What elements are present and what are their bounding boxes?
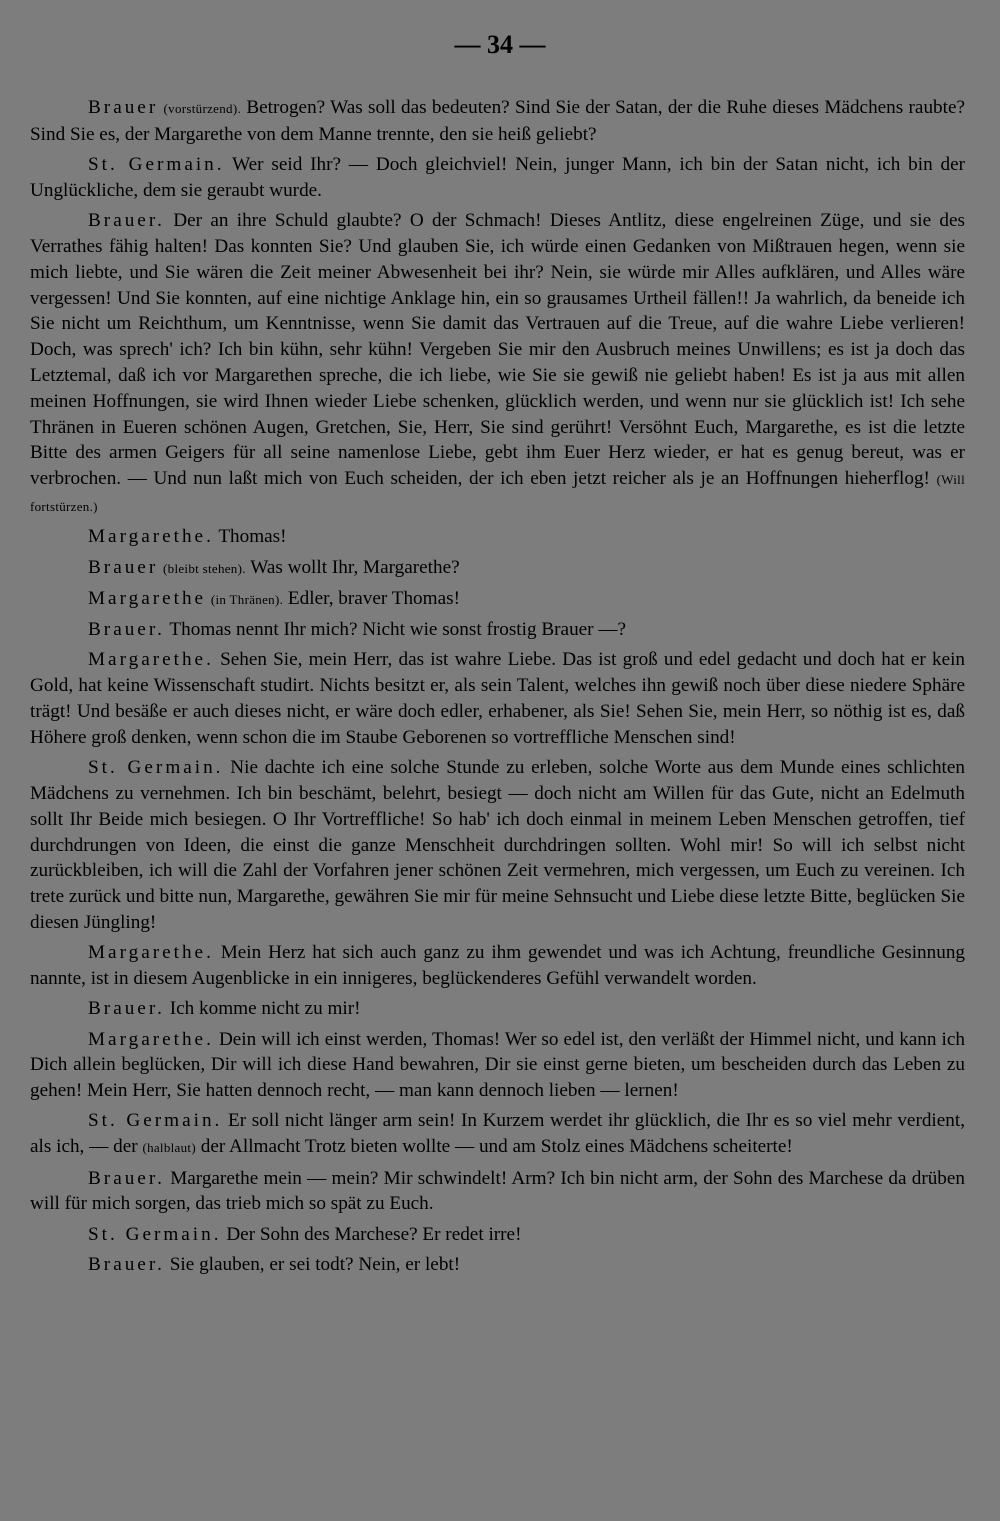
dialogue-paragraph <box>30 755 965 936</box>
dialogue-paragraph <box>30 152 965 204</box>
dialogue-text-continued: der Allmacht Trotz bieten wollte — und am Stolz eines Mädchens scheiterte! <box>200 1136 793 1158</box>
page-number: — 34 — <box>454 30 546 59</box>
speaker-name: St. Germain. <box>88 757 224 779</box>
dialogue-text: Was wollt Ihr, Margarethe? <box>250 556 460 578</box>
speaker-name: Brauer. <box>88 998 165 1020</box>
dialogue-paragraph <box>30 555 965 582</box>
dialogue-paragraph <box>30 617 965 643</box>
dialogue-paragraph <box>30 524 965 550</box>
dialogue-paragraph <box>30 1252 965 1278</box>
stage-direction: (Will fortstürzen.) <box>30 472 965 514</box>
stage-direction: (vorstürzend). <box>163 101 242 116</box>
dialogue-paragraph <box>30 996 965 1022</box>
dialogue-paragraph <box>30 95 965 148</box>
dialogue-paragraph <box>30 586 965 613</box>
dialogue-text: Dein will ich einst werden, Thomas! Wer so edel ist, den verläßt der Himmel nicht, und kann ich Dich allein beglücken, Dir will ich diese Hand bewahren, Dir sie einst gerne bieten, um bescheiden durch das Leben zu gehen! Mein Herr, Sie hatten dennoch recht, — man kann dennoch lieben — lernen! <box>30 1028 965 1102</box>
dialogue-paragraph <box>30 1027 965 1104</box>
dialogue-paragraph <box>30 1222 965 1248</box>
dialogue-paragraph <box>30 208 965 520</box>
dialogue-text: Thomas nennt Ihr mich? Nicht wie sonst frostig Brauer —? <box>169 619 627 641</box>
dialogue-text: Sie glauben, er sei todt? Nein, er lebt! <box>169 1253 461 1275</box>
speaker-name: Margarethe. <box>88 942 214 964</box>
speaker-name: Margarethe <box>88 587 207 609</box>
speaker-name: Brauer <box>88 556 159 578</box>
stage-direction: (in Thränen). <box>210 591 284 607</box>
speaker-name: St. Germain. <box>88 1223 222 1245</box>
dialogue-text: Margarethe mein — mein? Mir schwindelt! Arm? Ich bin nicht arm, der Sohn des Marchese da drüben will für mich sorgen, das trieb mich so spät zu Euch. <box>30 1167 966 1215</box>
speaker-name: Margarethe. <box>88 526 214 548</box>
dialogue-text: Der Sohn des Marchese? Er redet irre! <box>226 1223 522 1245</box>
dialogue-paragraph <box>30 940 965 992</box>
stage-direction: (halblaut) <box>142 1140 196 1156</box>
speaker-name: Brauer <box>88 97 159 118</box>
dialogue-text: Mein Herz hat sich auch ganz zu ihm gewendet und was ich Achtung, freundliche Gesinnung nannte, ist in diesem Augenblicke in ein innigeres, beglückenderes Gefühl verwandelt worden. <box>30 942 966 989</box>
dialogue-paragraph <box>30 1108 965 1161</box>
speaker-name: Brauer. <box>88 210 165 232</box>
dialogue-text: Der an ihre Schuld glaubte? O der Schmach! Dieses Antlitz, diese engelreinen Züge, und sie des Verrathes fähig halten! Das konnten Sie? Und glauben Sie, ich würde einen Gedanken von Mißtrauen hegen, wenn sie mich liebte, und Sie wären die Zeit meiner Abwesenheit bei ihr? Nein, sie würde mir Alles aufklären, und Alles wäre vergessen! Und Sie konnten, auf eine nichtige Anklage hin, ein so grausames Urtheil fällen!! Ja wahrlich, da beneide ich Sie nicht um Reichthum, um Kenntnisse, wenn Sie damit das Vertrauen auf die Treue, auf die wahre Liebe verlieren! Doch, was sprech' ich? Ich bin kühn, sehr kühn! Vergeben Sie mir den Ausbruch meines Unwillens; es ist ja doch das Letztemal, daß ich vor Margarethen spreche, die ich liebe, wie Sie sie gewiß nie geliebt haben! Es ist ja aus mit allen meinen Hoffnungen, sie wird Ihnen wieder Liebe schenken, glücklich werden, und wenn nur sie glücklich ist! Ich sehe Thränen in Eueren schönen Augen, Gretchen, Sie, Herr, Sie sind gerührt! Versöhnt Euch, Margarethe, es ist die letzte Bitte des armen Geigers für all seine namenlose Liebe, gebt ihm Euer Herz wieder, er hat es genug bereut, was er verbrochen. — Und nun laßt mich von Euch scheiden, der ich eben jetzt reicher als je an Hoffnungen hieherflog! <box>30 210 965 490</box>
dialogue-text: Betrogen? Was soll das bedeuten? Sind Sie der Satan, der die Ruhe dieses Mädchens raubte? Sind Sie es, der Margarethe von dem Manne trennte, den sie heiß geliebt? <box>30 97 966 145</box>
speaker-name: St. Germain. <box>88 1110 223 1132</box>
dialogue-text: Edler, braver Thomas! <box>287 587 460 609</box>
dialogue-paragraph <box>30 647 965 750</box>
speaker-name: Margarethe. <box>88 649 214 671</box>
dialogue-text: Sehen Sie, mein Herr, das ist wahre Liebe. Das ist groß und edel gedacht und doch hat er kein Gold, hat keine Wissenschaft studirt. Nichts besitzt er, als sein Talent, welches ihn gewiß noch über diese niedere Sphäre trägt! Und besäße er auch dieses nicht, er wäre doch edler, erhabener, als Sie! Sehen Sie, mein Herr, so nöthig ist es, daß Höhere groß denken, wenn schon die im Staube Geborenen so vortreffliche Menschen sind! <box>30 649 966 748</box>
speaker-name: Brauer. <box>88 1167 165 1189</box>
stage-direction: (bleibt stehen). <box>163 560 246 576</box>
speaker-name: Brauer. <box>88 619 165 641</box>
dialogue-text: Ich komme nicht zu mir! <box>169 998 361 1020</box>
speaker-name: Margarethe. <box>88 1028 214 1050</box>
speaker-name: St. Germain. <box>88 154 225 176</box>
dialogue-text: Er soll nicht länger arm sein! In Kurzem werdet ihr glücklich, die Ihr es so viel mehr verdient, als ich, — der <box>30 1110 966 1158</box>
speaker-name: Brauer. <box>88 1253 165 1275</box>
dialogue-paragraph <box>30 1166 965 1218</box>
dialogue-text: Wer seid Ihr? — Doch gleichviel! Nein, junger Mann, ich bin der Satan nicht, ich bin der Unglückliche, dem sie geraubt wurde. <box>30 154 966 201</box>
body-text <box>30 95 965 1282</box>
dialogue-text: Nie dachte ich eine solche Stunde zu erleben, solche Worte aus dem Munde eines schlichten Mädchens zu vernehmen. Ich bin beschämt, belehrt, besiegt — doch nicht am Willen für das Gute, nicht an Edelmuth sollt Ihr Beide mich besiegen. O Ihr Vortreffliche! So hab' ich doch einmal in meinem Leben Menschen getroffen, tief durchdrungen von Ideen, die einst die ganze Menschheit durchdringen sollten. Wohl mir! So will ich selbst nicht zurückbleiben, ich will die Zahl der Vorfahren jener schönen Zeit vermehren, mich vergessen, um Euch zu vereinen. Ich trete zurück und bitte nun, Margarethe, gewähren Sie mir für meine Sehnsucht und Liebe diese letzte Bitte, beglücken Sie diesen Jüngling! <box>30 757 965 933</box>
dialogue-text: Thomas! <box>218 526 287 548</box>
